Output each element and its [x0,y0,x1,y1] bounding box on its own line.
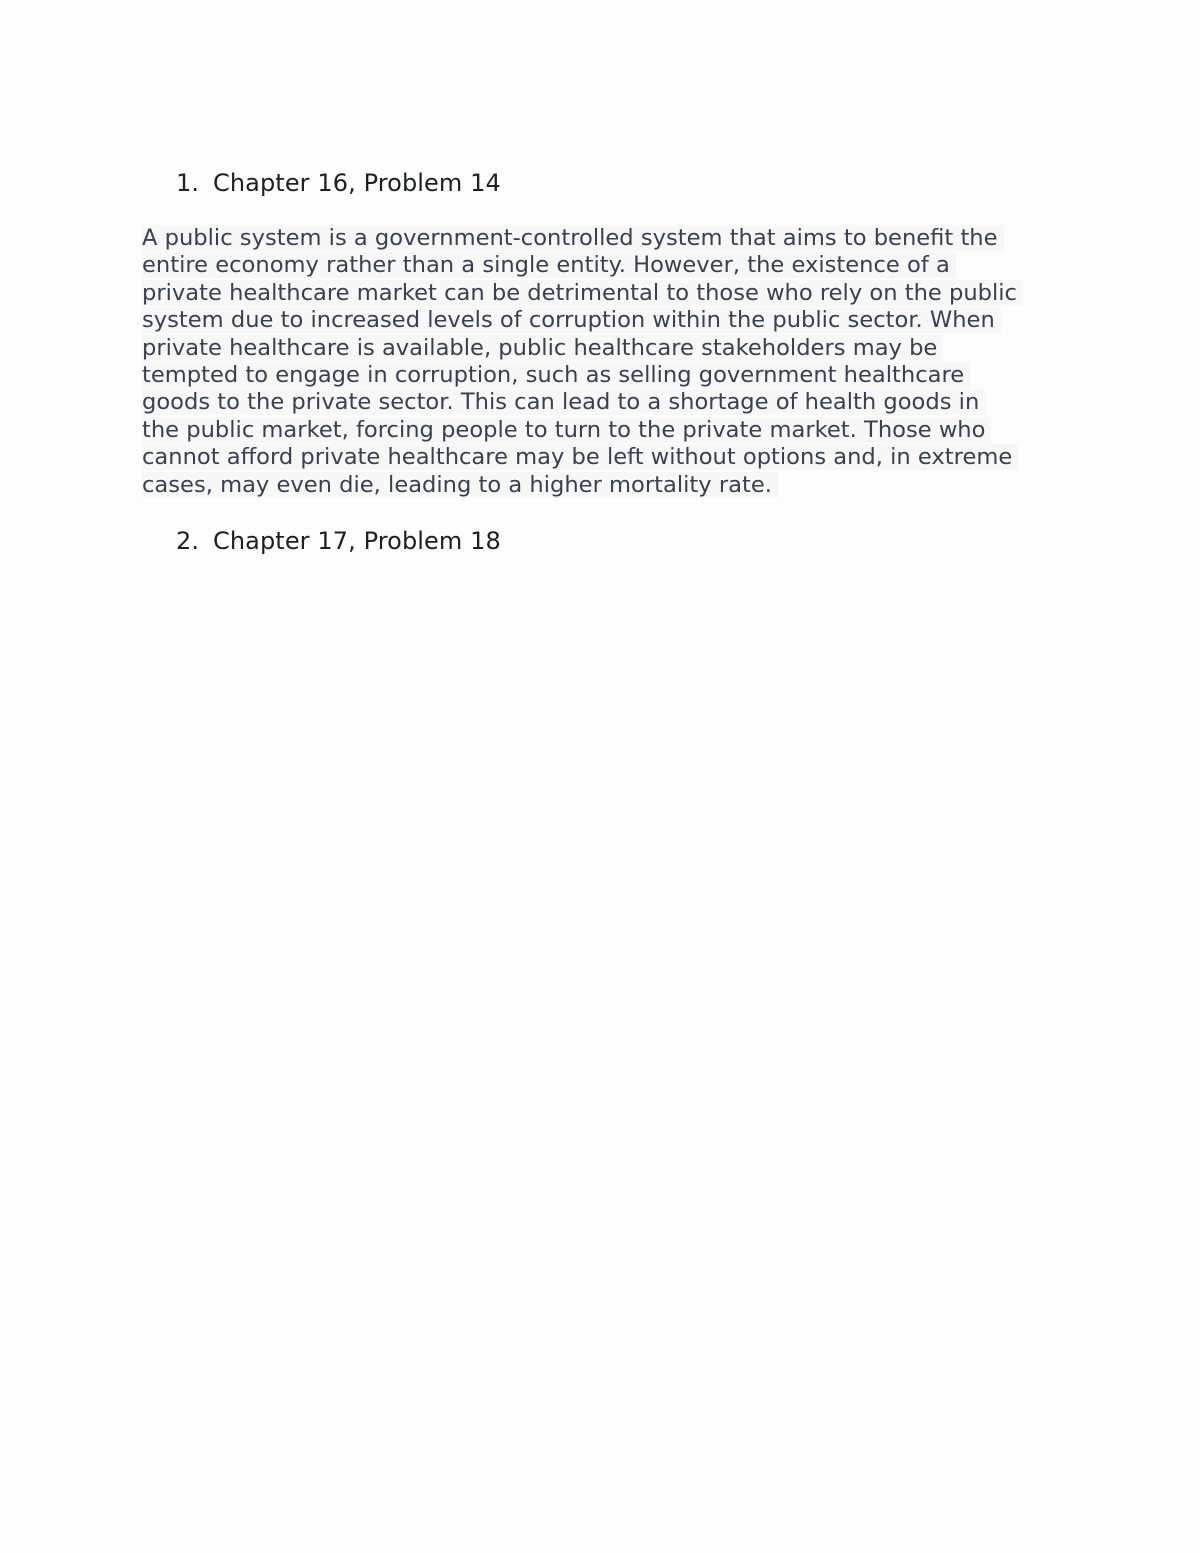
answer-line: cases, may even die, leading to a higher mortality rate. [142,472,1082,499]
item-2-number: 2. [176,527,200,555]
item-2-heading [176,526,501,556]
answer-line: private healthcare market can be detrimental to those who rely on the public [142,280,1082,307]
answer-line: entire economy rather than a single entity. However, the existence of a [142,252,1082,279]
answer-line: tempted to engage in corruption, such as selling government healthcare [142,362,1082,389]
item-1-heading [176,168,501,198]
answer-line: private healthcare is available, public healthcare stakeholders may be [142,335,1082,362]
answer-line: cannot afford private healthcare may be left without options and, in extreme [142,444,1082,471]
item-1-number: 1. [176,169,200,197]
answer-line: goods to the private sector. This can lead to a shortage of health goods in [142,389,1082,416]
item-1-title: Chapter 16, Problem 14 [213,169,501,197]
answer-line: system due to increased levels of corruption within the public sector. When [142,307,1082,334]
item-2-title: Chapter 17, Problem 18 [213,527,501,555]
answer-line: A public system is a government-controlled system that aims to benefit the [142,225,1082,252]
answer-line: the public market, forcing people to turn to the private market. Those who [142,417,1082,444]
item-1-answer [142,225,1082,499]
